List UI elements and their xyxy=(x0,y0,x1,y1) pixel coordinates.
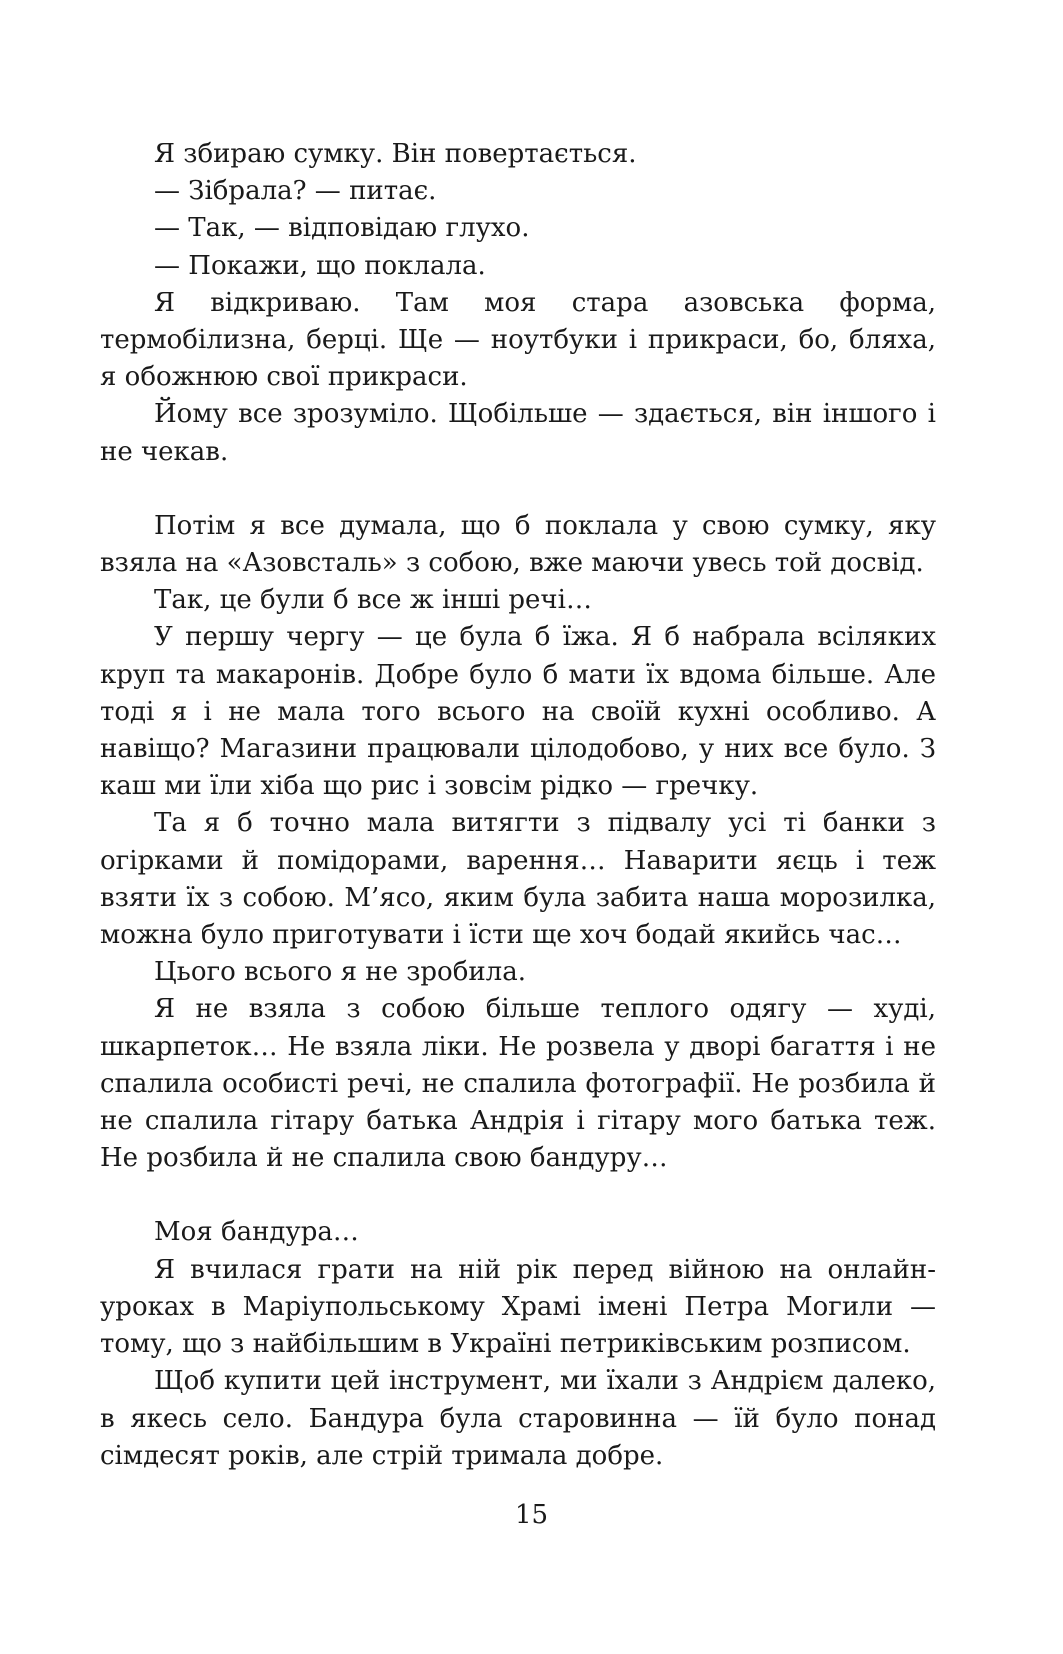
paragraph: Моя бандура… xyxy=(154,1217,359,1248)
paragraph: — Так, — відповідаю глухо. xyxy=(154,213,530,244)
page-number: 15 xyxy=(514,1500,549,1530)
paragraph: Щоб купити цей інструмент, ми їхали з Андрієм далеко, в якесь село. Бандура була старовинна — їй було понад сімдесят років, але стрій тримала добре. xyxy=(100,1366,936,1471)
paragraph: Я збираю сумку. Він повертається. xyxy=(154,139,637,169)
paragraph: — Покажи, що поклала. xyxy=(154,250,486,281)
paragraph: Йому все зрозуміло. Щобільше — здається, він іншого і не чекав. xyxy=(100,399,936,467)
paragraph: Та я б точно мала витягти з підвалу усі ті банки з огірками й помідорами, варення… Наварити яєць і теж взяти їх з собою. М’ясо, яким була забита наша морозилка, можна було приготувати і їсти ще хоч бодай якийсь час… xyxy=(100,808,936,951)
paragraph: Я не взяла з собою більше теплого одягу — худі, шкарпеток… Не взяла ліки. Не розвела у дворі багаття і не спалила особисті речі, не спалила фотографії. Не розбила й не спалила гітару батька Андрія і гітару мого батька теж. Не розбила й не спалила свою бандуру… xyxy=(100,994,936,1174)
paragraph: У першу чергу — це була б їжа. Я б набрала всіляких круп та макаронів. Добре було б мати їх вдома більше. Але тоді я і не мала того всього на своїй кухні особливо. А навіщо? Магазини працювали цілодобово, у них все було. З каш ми їли хіба що рис і зовсім рідко — гречку. xyxy=(100,622,936,802)
paragraph: Так, це були б все ж інші речі… xyxy=(154,585,592,616)
paragraph: Цього всього я не зробила. xyxy=(154,957,526,988)
section-break xyxy=(100,1177,936,1214)
paragraph: Я відкриваю. Там моя стара азовська форма, термобілизна, берці. Ще — ноутбуки і прикраси, бо, бляха, я обожнюю свої прикраси. xyxy=(100,287,936,393)
page-text xyxy=(100,136,936,1475)
paragraph: Я вчилася грати на ній рік перед війною на онлайн-уроках в Маріупольському Храмі імені Петра Могили — тому, що з найбільшим в Україні петриківським розписом. xyxy=(100,1254,936,1360)
paragraph: — Зібрала? — питає. xyxy=(154,176,437,207)
section-break xyxy=(100,471,936,508)
paragraph: Потім я все думала, що б поклала у свою сумку, яку взяла на «Азовсталь» з собою, вже маючи увесь той досвід. xyxy=(100,510,936,579)
